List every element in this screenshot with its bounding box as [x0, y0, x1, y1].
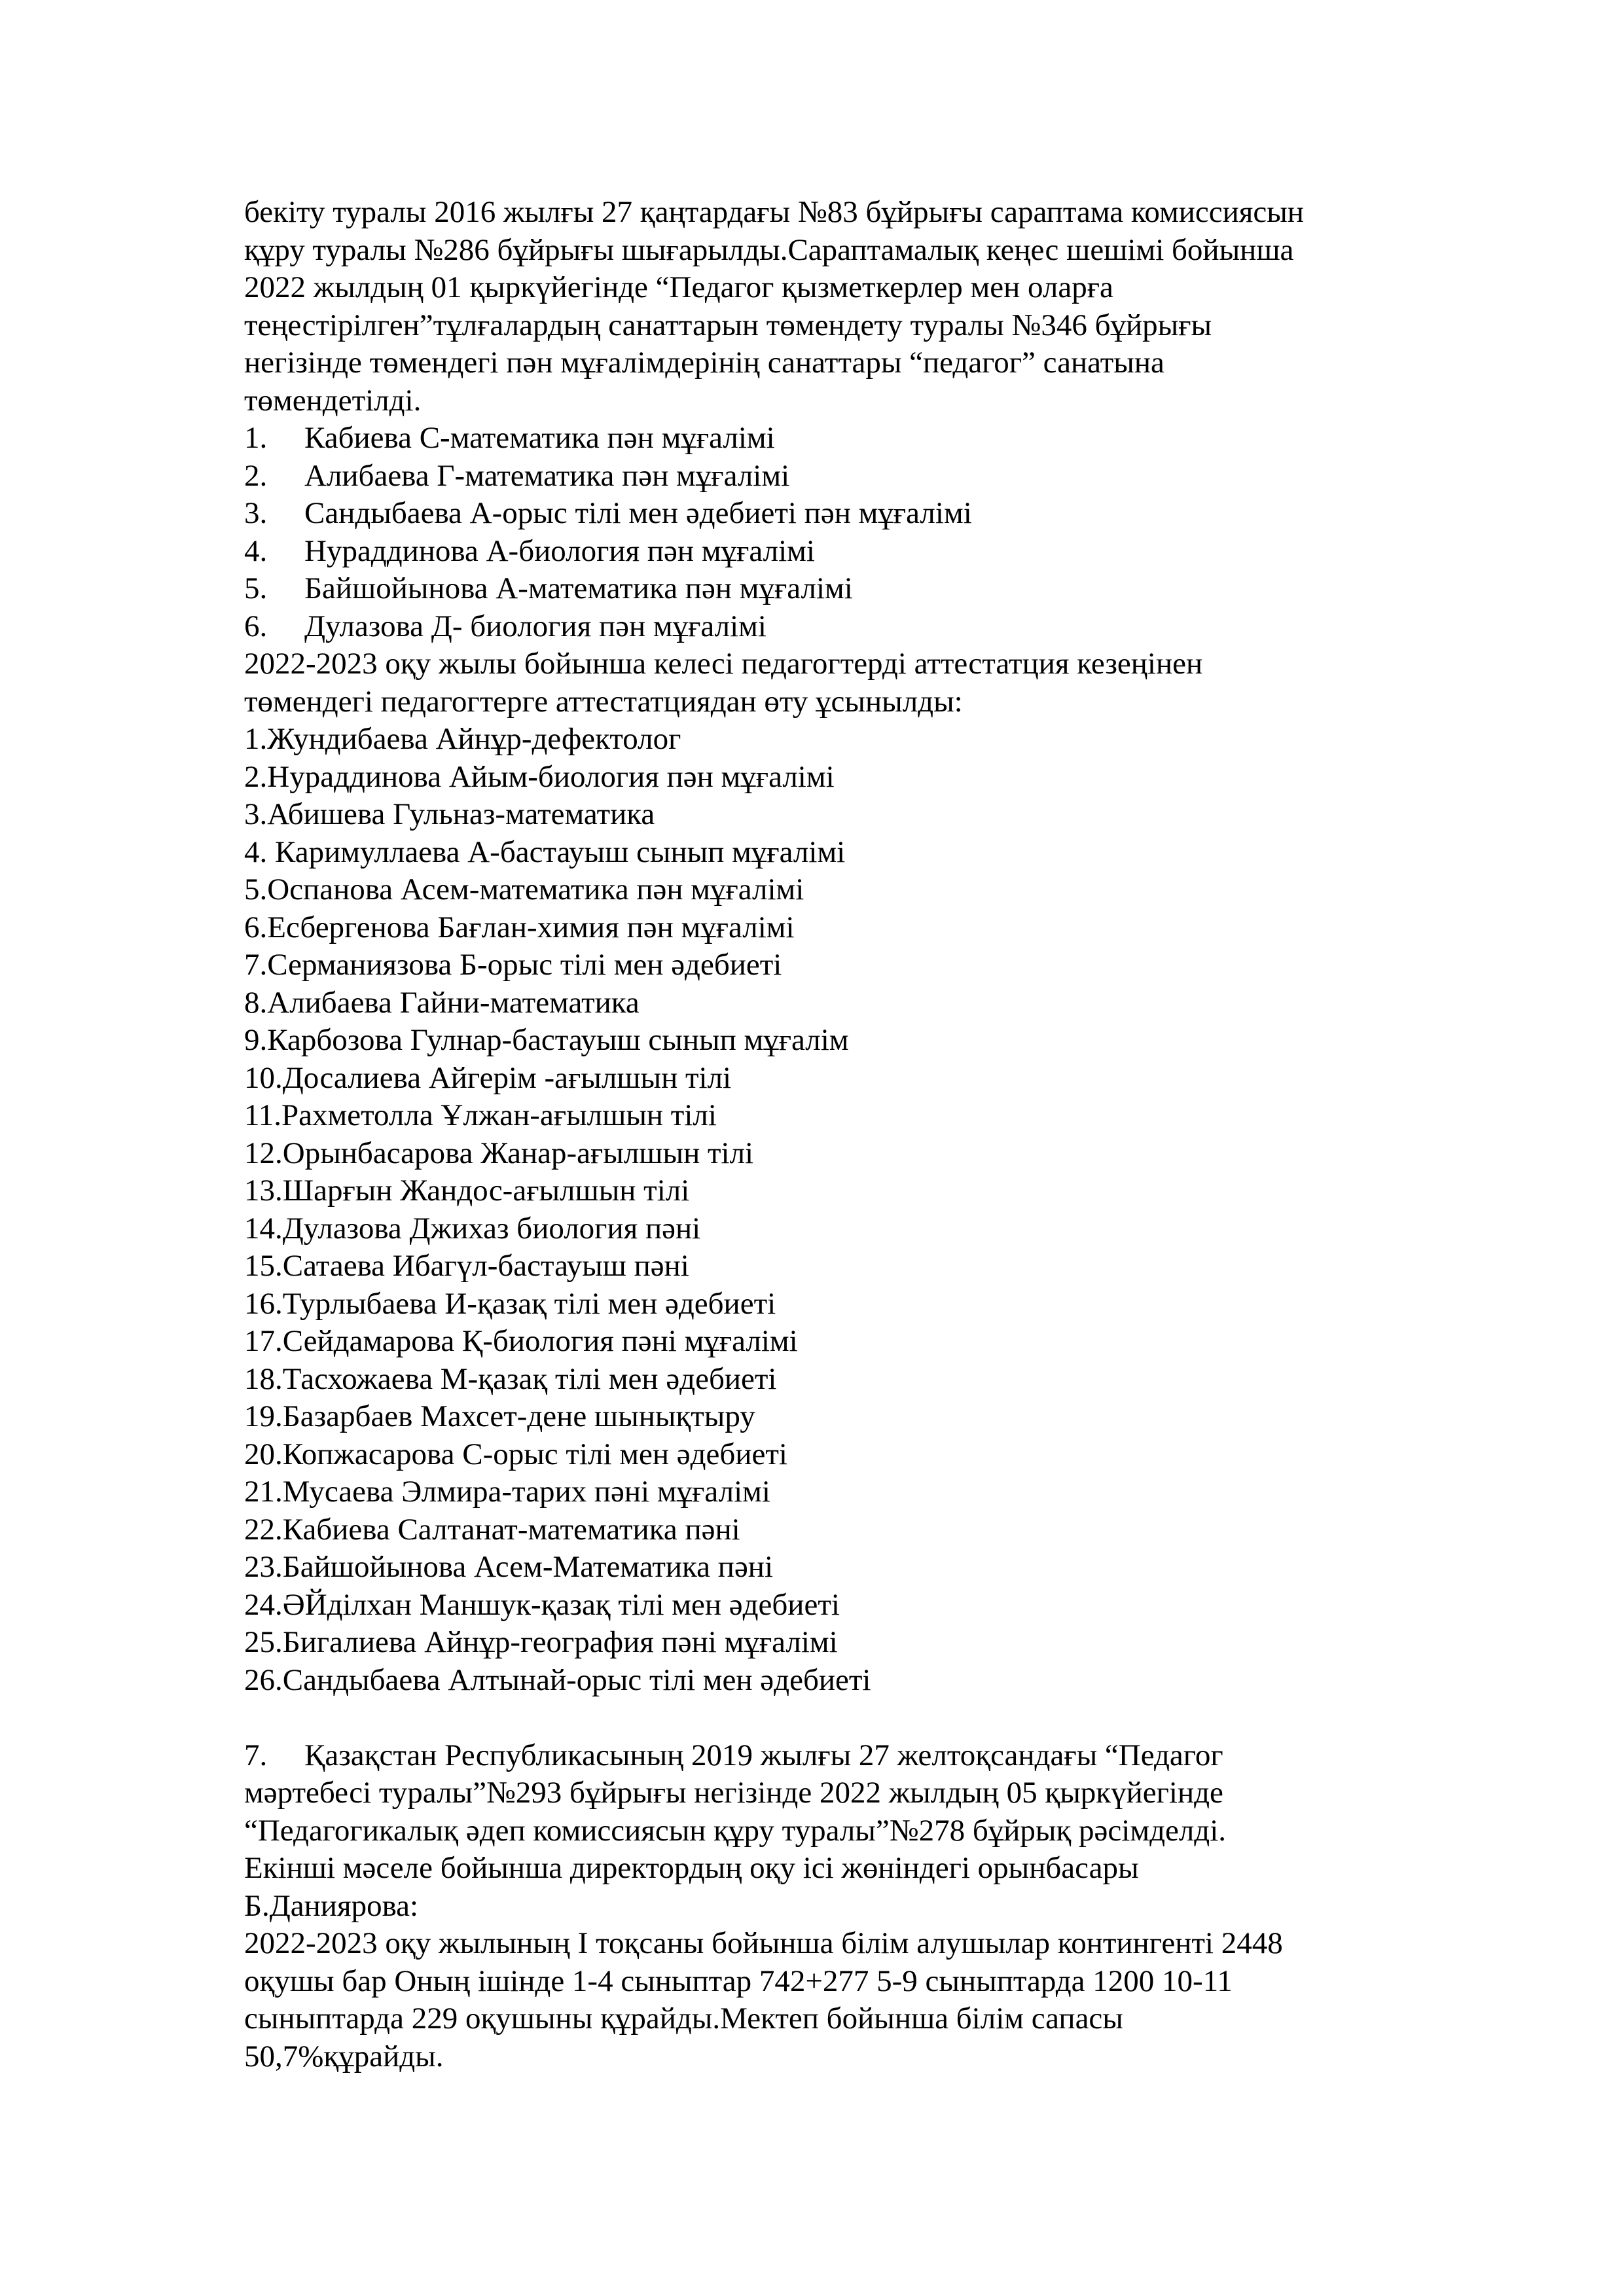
- attestation-list-item: 2.Нураддинова Айым-биология пән мұғалімі: [244, 759, 835, 794]
- attestation-list-item: 14.Дулазова Джихаз биология пәні: [244, 1211, 701, 1246]
- demoted-teachers-list: [244, 420, 1416, 645]
- demoted-teacher-item: [244, 495, 1416, 533]
- contingent-paragraph-line: 50,7%құрайды.: [244, 2039, 444, 2073]
- contingent-paragraph: [244, 1925, 1416, 2075]
- attestation-list-item: 15.Сатаева Ибагүл-бастауыш пәні: [244, 1249, 689, 1283]
- attestation-list-item: 5.Оспанова Асем-математика пән мұғалімі: [244, 872, 804, 906]
- item7-paragraph-line: Б.Даниярова:: [244, 1888, 419, 1923]
- attestation-list-item: 11.Рахметолла Ұлжан-ағылшын тілі: [244, 1098, 717, 1132]
- attestation-list-item: 9.Карбозова Гулнар-бастауыш сынып мұғалім: [244, 1023, 849, 1057]
- attestation-list-item: 23.Байшойынова Асем-Математика пәні: [244, 1550, 774, 1584]
- document-content: [244, 194, 1416, 2075]
- list-number: 1.: [244, 421, 268, 455]
- intro-paragraph-line: төмендетілді.: [244, 383, 422, 418]
- attestation-list-item: 13.Шарғын Жандос-ағылшын тілі: [244, 1174, 690, 1208]
- attestation-list-item: 25.Бигалиева Айнұр-география пәні мұғалімі: [244, 1625, 838, 1659]
- list-number: 7.: [244, 1738, 268, 1772]
- attestation-list-item: 7.Серманиязова Б-орыс тілі мен әдебиеті: [244, 948, 782, 982]
- intro-paragraph-line: құру туралы №286 бұйрығы шығарылды.Сараптамалық кеңес шешімі бойынша: [244, 232, 1294, 267]
- attestation-list-item: 1.Жундибаева Айнұр-дефектолог: [244, 722, 681, 756]
- attestation-list-item: 3.Абишева Гульназ-математика: [244, 797, 655, 831]
- list-number: 4.: [244, 533, 268, 568]
- attestation-list-item: 17.Сейдамарова Қ-биология пәні мұғалімі: [244, 1324, 798, 1358]
- item7-paragraph-line: “Педагогикалық әдеп комиссиясын құру туралы”№278 бұйрық рәсімделді.: [244, 1813, 1227, 1848]
- item7-paragraph-line: [244, 1737, 1416, 1775]
- list-text: Кабиева С-математика пән мұғалімі: [304, 421, 775, 455]
- list-text: Байшойынова А-математика пән мұғалімі: [304, 571, 853, 605]
- item7-paragraph: [244, 1737, 1416, 1926]
- contingent-paragraph-line: оқушы бар Оның ішінде 1-4 сыныптар 742+277 5-9 сыныптарда 1200 10-11: [244, 1964, 1233, 1998]
- item7-paragraph-line: Екінші мәселе бойынша директордың оқу ісі жөніндегі орынбасары: [244, 1851, 1139, 1885]
- attestation-list-item: 22.Кабиева Салтанат-математика пәні: [244, 1512, 740, 1547]
- demoted-teacher-item: [244, 533, 1416, 571]
- attestation-list-item: 21.Мусаева Элмира-тарих пәні мұғалімі: [244, 1475, 770, 1509]
- intro-paragraph-line: 2022 жылдың 01 қыркүйегінде “Педагог қызметкерлер мен оларға: [244, 270, 1113, 304]
- attestation-paragraph-line: 2022-2023 оқу жылы бойынша келесі педагогтерді аттестатция кезеңінен: [244, 647, 1203, 681]
- contingent-paragraph-line: 2022-2023 оқу жылының І тоқсаны бойынша білім алушылар контингенті 2448: [244, 1926, 1283, 1960]
- attestation-paragraph-line: төмендегі педагогтерге аттестатциядан өту ұсынылды:: [244, 684, 963, 719]
- attestation-list: [244, 721, 1416, 1699]
- list-number: 3.: [244, 496, 268, 530]
- attestation-list-item: 26.Сандыбаева Алтынай-орыс тілі мен әдебиеті: [244, 1662, 871, 1697]
- demoted-teacher-item: [244, 570, 1416, 608]
- list-text: Қазақстан Республикасының 2019 жылғы 27 желтоқсандағы “Педагог: [304, 1738, 1223, 1772]
- intro-paragraph: [244, 194, 1416, 420]
- attestation-list-item: 12.Орынбасарова Жанар-ағылшын тілі: [244, 1136, 754, 1170]
- attestation-list-item: 10.Досалиева Айгерім -ағылшын тілі: [244, 1060, 732, 1095]
- list-text: Нураддинова А-биология пән мұғалімі: [304, 533, 815, 568]
- blank-line: [244, 1699, 1416, 1737]
- attestation-list-item: 18.Тасхожаева М-қазақ тілі мен әдебиеті: [244, 1361, 777, 1396]
- list-number: 5.: [244, 571, 268, 605]
- demoted-teacher-item: [244, 420, 1416, 457]
- list-number: 6.: [244, 609, 268, 643]
- intro-paragraph-line: бекіту туралы 2016 жылғы 27 қаңтардағы №83 бұйрығы сараптама комиссиясын: [244, 195, 1304, 229]
- contingent-paragraph-line: сыныптарда 229 оқушыны құрайды.Мектеп бойынша білім сапасы: [244, 2001, 1123, 2036]
- item7-paragraph-line: мәртебесі туралы”№293 бұйрығы негізінде 2022 жылдың 05 қыркүйегінде: [244, 1776, 1223, 1810]
- attestation-paragraph: [244, 645, 1416, 721]
- attestation-list-item: 16.Турлыбаева И-қазақ тілі мен әдебиеті: [244, 1286, 776, 1321]
- list-text: Дулазова Д- биология пән мұғалімі: [304, 609, 767, 643]
- demoted-teacher-item: [244, 457, 1416, 495]
- attestation-list-item: 20.Копжасарова С-орыс тілі мен әдебиеті: [244, 1437, 787, 1471]
- intro-paragraph-line: негізінде төмендегі пән мұғалімдерінің санаттары “педагог” санатына: [244, 346, 1164, 380]
- attestation-list-item: 24.ӘЙділхан Маншук-қазақ тілі мен әдебиеті: [244, 1587, 840, 1622]
- attestation-list-item: 4. Каримуллаева А-бастауыш сынып мұғалімі: [244, 834, 846, 869]
- list-text: Сандыбаева А-орыс тілі мен әдебиеті пән мұғалімі: [304, 496, 972, 530]
- list-number: 2.: [244, 458, 268, 493]
- attestation-list-item: 8.Алибаева Гайни-математика: [244, 985, 640, 1020]
- list-text: Алибаева Г-математика пән мұғалімі: [304, 458, 790, 493]
- attestation-list-item: 19.Базарбаев Махсет-дене шынықтыру: [244, 1399, 755, 1433]
- attestation-list-item: 6.Есбергенова Бағлан-химия пән мұғалімі: [244, 910, 795, 944]
- demoted-teacher-item: [244, 608, 1416, 646]
- intro-paragraph-line: теңестірілген”тұлғалардың санаттарын төмендету туралы №346 бұйрығы: [244, 308, 1212, 342]
